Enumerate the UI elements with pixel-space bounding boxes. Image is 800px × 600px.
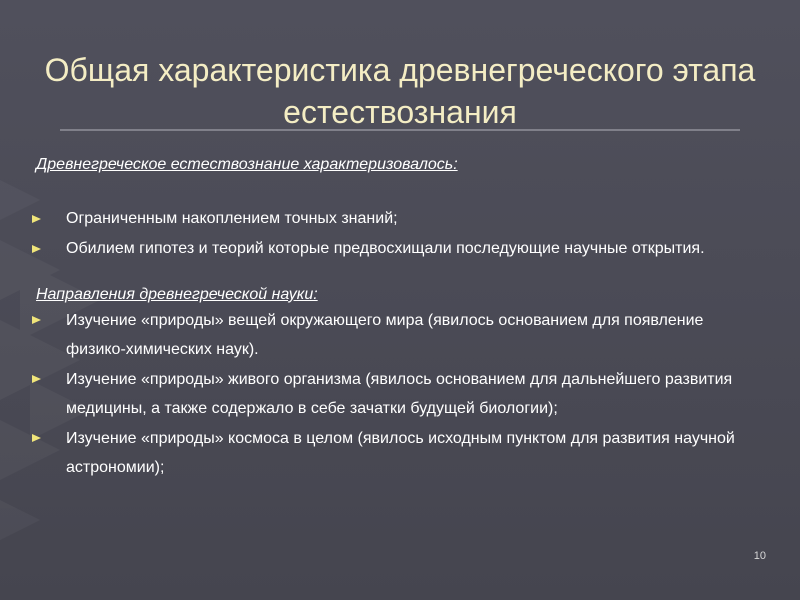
section2-heading: Направления древнегреческой науки: (36, 286, 318, 303)
list-item (30, 424, 750, 482)
list-item-text: Изучение «природы» вещей окружающего мира (явилось основанием для появление физико-химических наук). (66, 312, 704, 358)
triangle-right-bullet-icon (32, 375, 41, 383)
list-item-text: Изучение «природы» космоса в целом (явилось исходным пунктом для развития научной астрономии); (66, 430, 735, 476)
list-item (30, 306, 750, 364)
section1-heading: Древнегреческое естествознание характеризовалось: (36, 156, 458, 173)
section2-list (30, 306, 750, 482)
section1-list (30, 206, 750, 262)
list-item (30, 365, 750, 423)
title-divider (60, 129, 740, 131)
slide-title: Общая характеристика древнегреческого этапа естествознания (44, 52, 756, 131)
list-item-text: Изучение «природы» живого организма (явилось основанием для дальнейшего развития медицины, а также содержало в себе зачатки будущей биологии); (66, 371, 733, 417)
triangle-right-bullet-icon (32, 245, 41, 253)
triangle-right-bullet-icon (32, 215, 41, 223)
page-number: 10 (753, 550, 766, 562)
slide-content (30, 152, 750, 483)
triangle-right-bullet-icon (32, 434, 41, 442)
list-item (30, 206, 750, 232)
triangle-right-bullet-icon (32, 316, 41, 324)
list-item-text: Обилием гипотез и теорий которые предвосхищали последующие научные открытия. (66, 240, 705, 257)
list-item (30, 236, 750, 262)
list-item-text: Ограниченным накоплением точных знаний; (66, 210, 398, 227)
